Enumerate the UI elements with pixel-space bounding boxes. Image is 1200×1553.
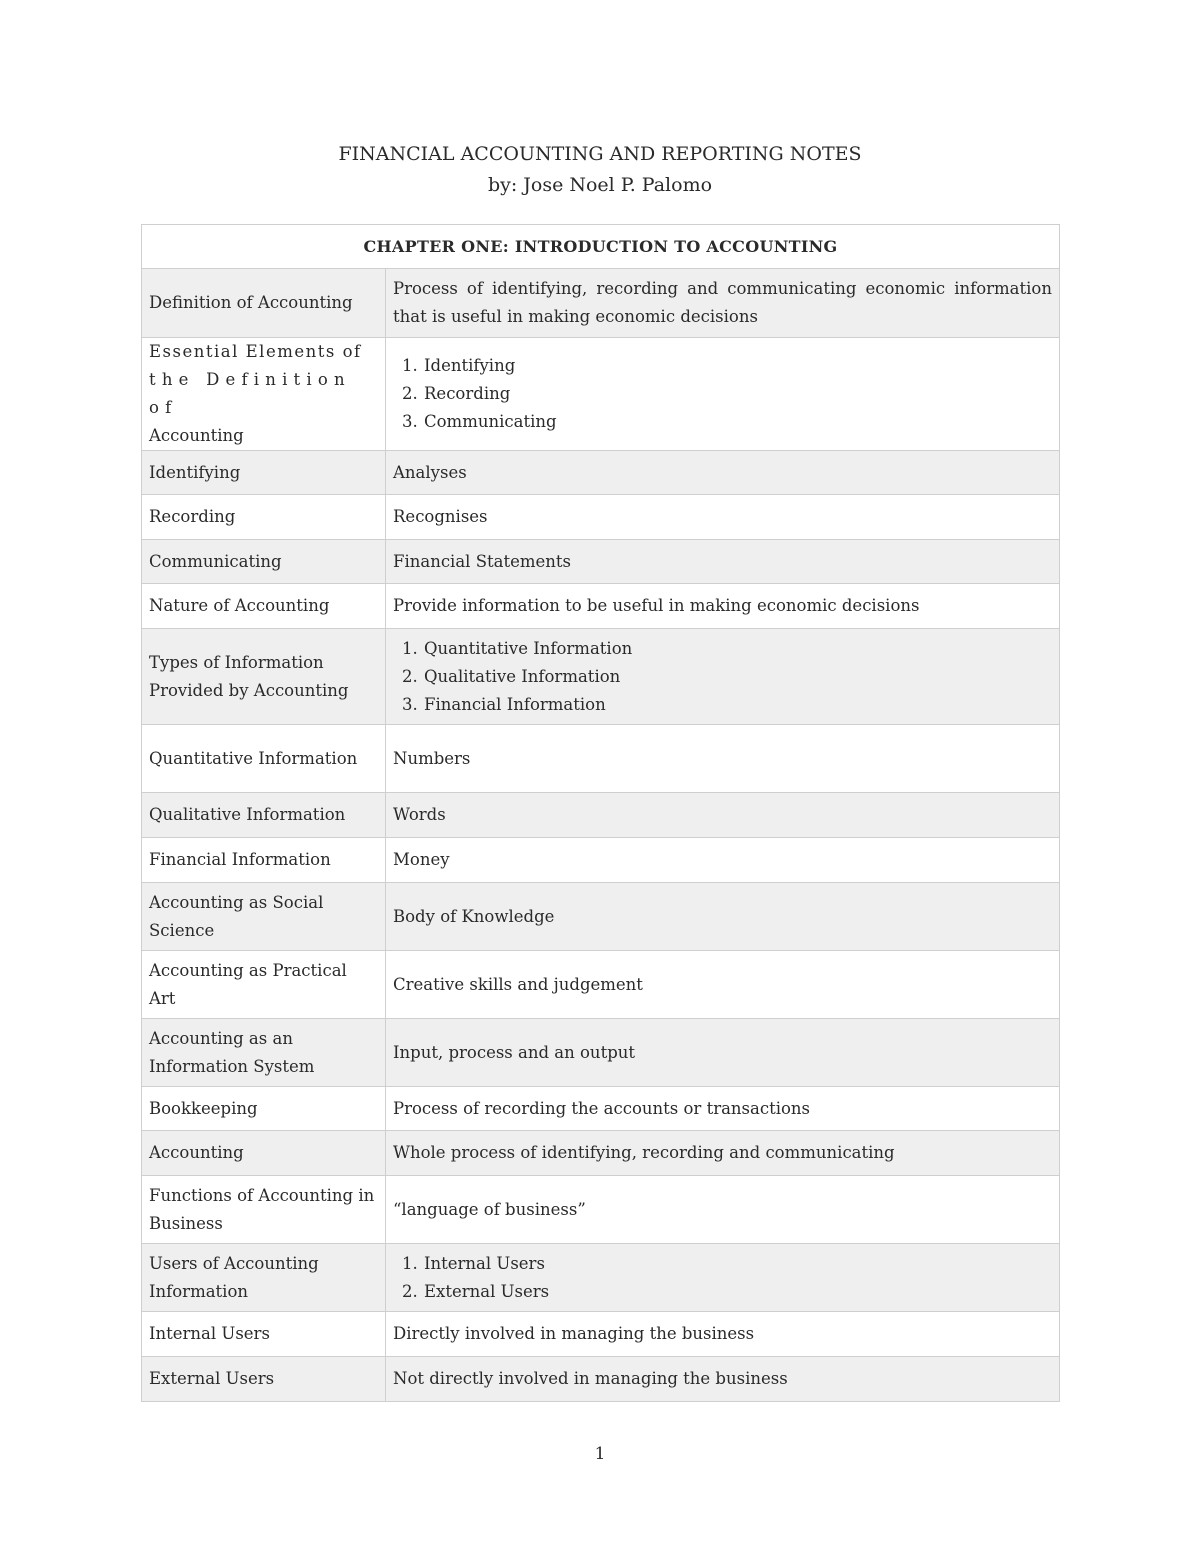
definition-list: [393, 1250, 1052, 1306]
list-item: 2. External Users: [423, 1278, 1052, 1306]
term-cell: [142, 338, 386, 451]
definition-cell: Process of recording the accounts or transactions: [386, 1087, 1060, 1131]
definition-cell: Whole process of identifying, recording and communicating: [386, 1131, 1060, 1176]
term-cell: Functions of Accounting in Business: [142, 1176, 386, 1244]
table-row: [142, 1087, 1060, 1131]
definition-cell: Recognises: [386, 495, 1060, 540]
list-item: 1. Internal Users: [423, 1250, 1052, 1278]
term-cell: Users of Accounting Information: [142, 1244, 386, 1312]
table-row: [142, 629, 1060, 725]
page-number: 1: [594, 1444, 606, 1464]
term-cell: Recording: [142, 495, 386, 540]
term-cell: Definition of Accounting: [142, 269, 386, 338]
term-cell: External Users: [142, 1357, 386, 1402]
definition-cell: [386, 1244, 1060, 1312]
definition-cell: Words: [386, 793, 1060, 838]
definition-cell: [386, 338, 1060, 451]
definition-cell: Financial Statements: [386, 540, 1060, 584]
table-row: [142, 584, 1060, 629]
table-row: [142, 1176, 1060, 1244]
table-row: [142, 1244, 1060, 1312]
table-row: [142, 269, 1060, 338]
list-item: 1. Quantitative Information: [423, 635, 1052, 663]
term-cell: Accounting as an Information System: [142, 1019, 386, 1087]
definition-cell: “language of business”: [386, 1176, 1060, 1244]
term-cell: Bookkeeping: [142, 1087, 386, 1131]
table-row: [142, 540, 1060, 584]
list-item: 1. Identifying: [423, 352, 1052, 380]
document-author: by: Jose Noel P. Palomo: [487, 174, 713, 196]
definition-cell: Provide information to be useful in making economic decisions: [386, 584, 1060, 629]
term-cell: Accounting as Social Science: [142, 883, 386, 951]
definition-cell: Input, process and an output: [386, 1019, 1060, 1087]
definition-cell: [386, 629, 1060, 725]
table-row: [142, 1312, 1060, 1357]
list-item: 2. Qualitative Information: [423, 663, 1052, 691]
definition-list: [393, 352, 1052, 436]
list-item: 3. Communicating: [423, 408, 1052, 436]
table-row: [142, 1019, 1060, 1087]
list-item: 2. Recording: [423, 380, 1052, 408]
term-cell: Identifying: [142, 451, 386, 495]
term-cell: Types of Information Provided by Accounting: [142, 629, 386, 725]
term-cell: Financial Information: [142, 838, 386, 883]
chapter-heading-row: [142, 225, 1060, 269]
table-row: [142, 1357, 1060, 1402]
notes-table: [141, 224, 1060, 1402]
table-row: [142, 338, 1060, 451]
document-title: FINANCIAL ACCOUNTING AND REPORTING NOTES: [338, 143, 862, 165]
term-cell: Nature of Accounting: [142, 584, 386, 629]
table-row: [142, 838, 1060, 883]
definition-cell: Body of Knowledge: [386, 883, 1060, 951]
definition-cell: Creative skills and judgement: [386, 951, 1060, 1019]
chapter-heading: CHAPTER ONE: INTRODUCTION TO ACCOUNTING: [142, 225, 1060, 269]
table-row: [142, 1131, 1060, 1176]
term-line: Essential Elements of: [149, 342, 362, 361]
definition-cell: Directly involved in managing the business: [386, 1312, 1060, 1357]
term-cell: Communicating: [142, 540, 386, 584]
definition-cell: Not directly involved in managing the business: [386, 1357, 1060, 1402]
definition-cell: Analyses: [386, 451, 1060, 495]
term-cell: Qualitative Information: [142, 793, 386, 838]
term-line: the Definition of: [149, 370, 351, 417]
definition-cell: Process of identifying, recording and communicating economic information that is useful in making economic decisions: [386, 269, 1060, 338]
definition-cell: Numbers: [386, 725, 1060, 793]
table-row: [142, 883, 1060, 951]
table-row: [142, 725, 1060, 793]
table-row: [142, 951, 1060, 1019]
table-row: [142, 495, 1060, 540]
definition-list: [393, 635, 1052, 719]
table-row: [142, 793, 1060, 838]
list-item: 3. Financial Information: [423, 691, 1052, 719]
term-cell: Quantitative Information: [142, 725, 386, 793]
table-row: [142, 451, 1060, 495]
term-line: Accounting: [149, 426, 244, 445]
term-cell: Accounting as Practical Art: [142, 951, 386, 1019]
definition-cell: Money: [386, 838, 1060, 883]
term-cell: Internal Users: [142, 1312, 386, 1357]
term-cell: Accounting: [142, 1131, 386, 1176]
